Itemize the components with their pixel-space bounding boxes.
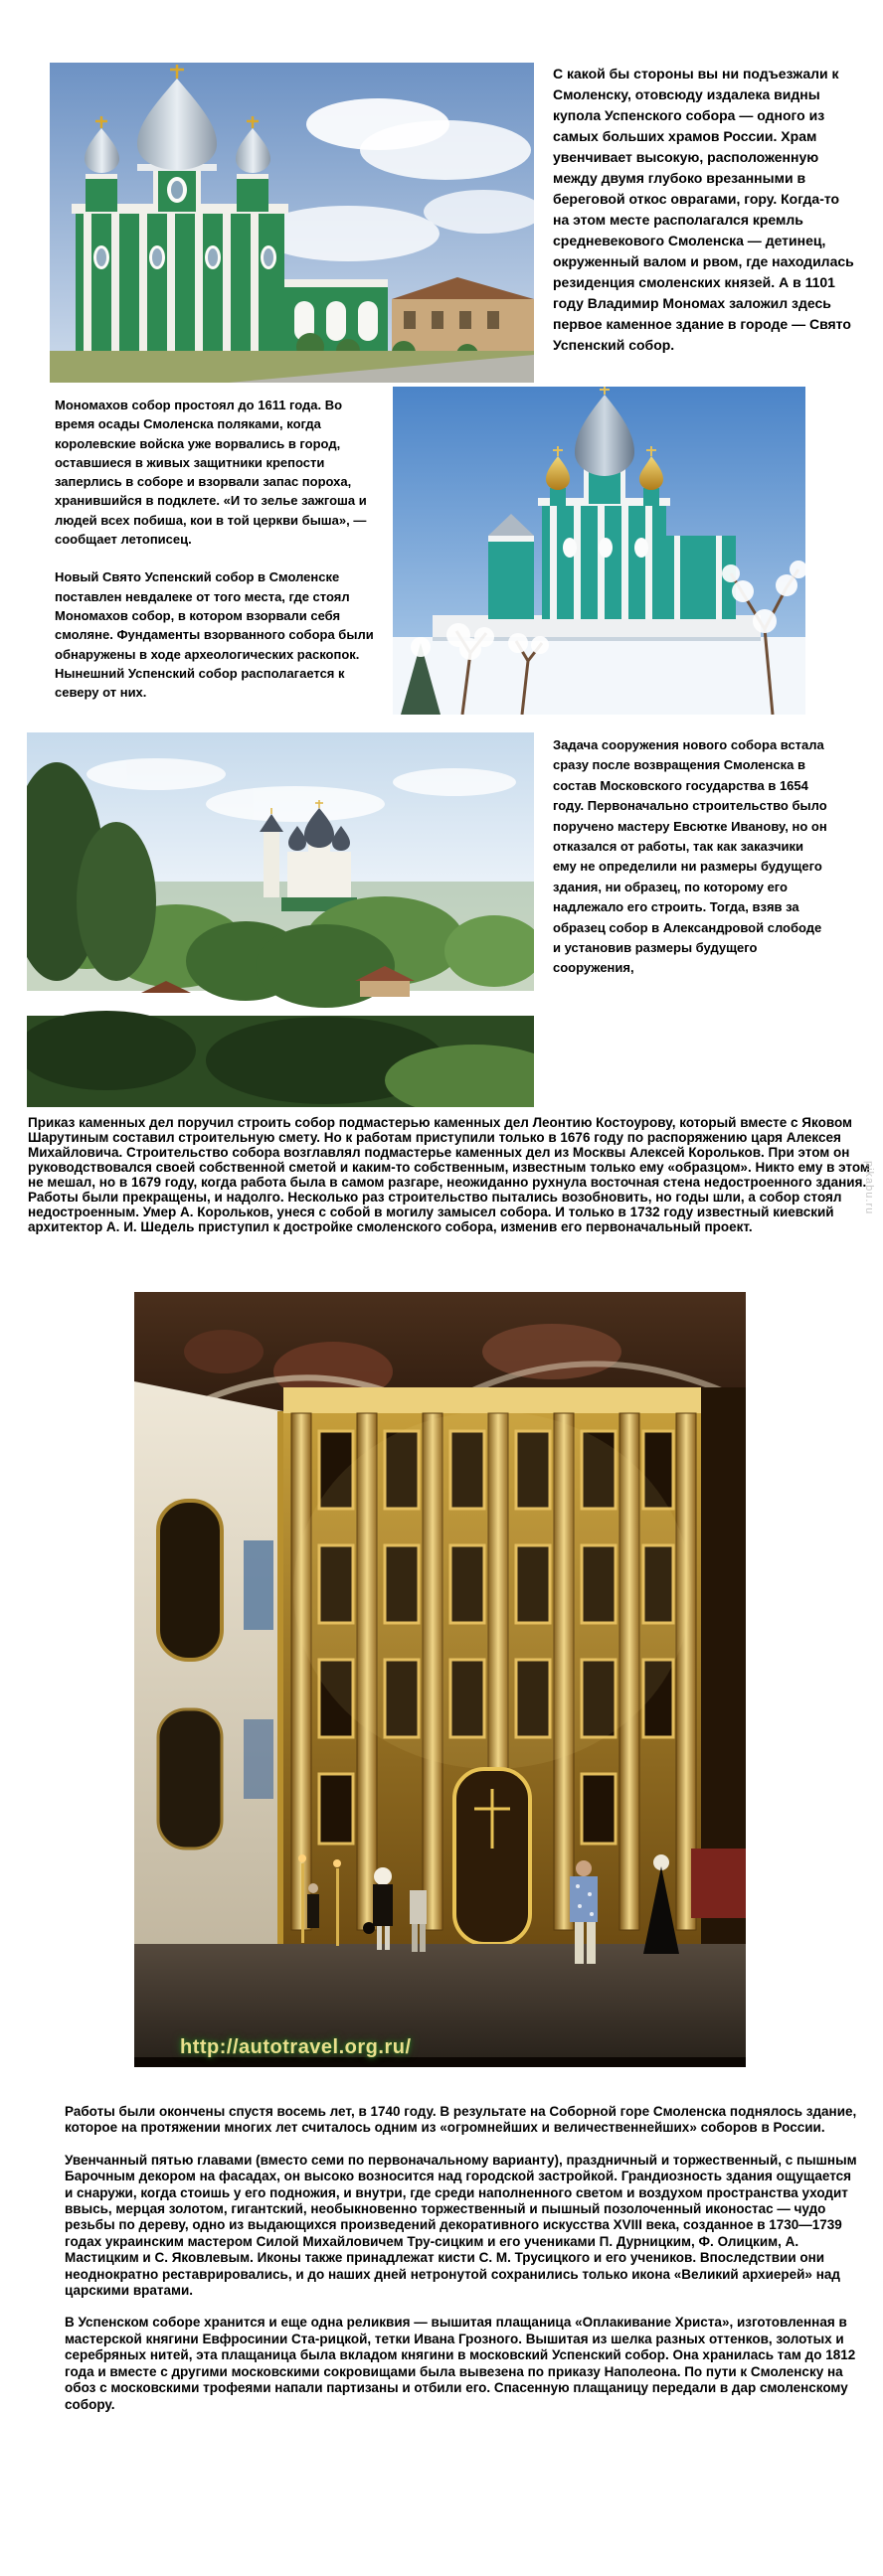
intro-paragraph: С какой бы стороны вы ни подъезжали к Смоленску, отовсюду издалека видны купола Успенского собора — одного из самых больших храмов России. Храм увенчивает высокую, расположенную между двумя глубоко врезанными в береговой откос оврагами, гору. Когда-то на этом месте располагался кремль средневекового Смоленска — детинец, окруженный валом и рвом, где находилась резиденция смоленских князей. А в 1101 году Владимир Мономах заложил здесь первое каменное здание в городе — Свято Успенский собор. (553, 66, 854, 353)
relic-paragraph: В Успенском соборе хранится и еще одна реликвия — вышитая плащаница «Оплакивание Христа», изготовленная в мастерской княгини Евфросинии Ста-рицкой, тетки Ивана Грозного. Вышитая из шелка разных оттенков, золотых и серебряных нитей, эта плащаница была вкладом княгини в московский Успенский собор. Она хранилась там до 1812 года и вместе с другими московскими сокровищами была вывезена по приказу Наполеона. По пути к Смоленску на обоз с московскими трофеями напали партизаны и отбили его. Спасенную плащаницу передали в дар смоленскому собору. (65, 2315, 856, 2412)
red-cloth (691, 1849, 746, 1918)
construction-task-paragraph-block (553, 735, 829, 979)
monomakh-paragraph-2: Новый Свято Успенский собор в Смоленске поставлен невдалеке от того места, где стоял Мономахов собор, в котором взорвали себя смоляне. Фундаменты взорванного собора были обнаружены в ходе археологических раскопок. Нынешний Успенский собор располагается к северу от них. (55, 569, 374, 701)
cathedral-exterior-illustration (50, 63, 534, 383)
photo-cathedral-winter (393, 387, 805, 715)
cathedral-panorama-illustration (27, 732, 534, 1107)
photo-source-watermark: http://autotravel.org.ru/ (180, 2036, 412, 2058)
stone-order-paragraph: Приказ каменных дел поручил строить собор подмастерью каменных дел Леонтию Костоурову, который вместе с Яковом Шарутиным составил строительную смету. Но к работам приступили только в 1676 году по распоряжению царя Алексея Михайловича. Строительство собора возглавлял подмастерье каменных дел из Москвы Алексей Корольков. При этом он руководствовался своей собственной сметой и каким-то собственным, известным только ему «образцом». Никто ему в этом не мешал, но в 1679 году, когда работа была в самом разгаре, неожиданно рухнула восточная стена недостроенного здания. Работы были прекращены, и надолго. Несколько раз строительство пытались возобновить, но годы шли, а собор стоял недостроенным. Умер А. Корольков, унеся с собой в могилу замысел собора. И только в 1732 году известный киевский архитектор А. И. Шедель приступил к достройке смоленского собора, изменив его первоначальный проект. (28, 1115, 870, 1234)
monomakh-paragraph-block (55, 396, 379, 702)
stone-order-paragraph-block (28, 1115, 876, 1234)
construction-task-paragraph: Задача сооружения нового собора встала сразу после возвращения Смоленска в состав Московского государства в 1654 году. Первоначально строительство было поручено мастеру Евсютке Иванову, но он отказался от работы, так как заказчики ему не определили ни размеры будущего здания, ни образец, по которому его надлежало его строить. Тогда, взяв за образец собор в Александровой слободе и установив размеры будущего сооружения, (553, 737, 827, 976)
foreground-greenery (27, 1011, 534, 1107)
iconostasis-paragraph: Увенчанный пятью главами (вместо семи по первоначальному варианту), праздничный и торжественный, с пышным Барочным декором на фасадах, он высоко возносится над городской застройкой. Грандиозность здания ощущается и снаружи, когда стоишь у его подножия, и внутри, где среди наполненного светом и воздухом пространства уходит ввысь, мерцая золотом, гигантский, необыкновенно торжественный и пышный позолоченный иконостас — чудо резьбы по дереву, одно из выдающихся произведений декоративного искусства XVIII века, созданное в 1730—1739 годах украинским мастером Силой Михайловичем Тру-сицким и его учениками П. Дурницким, Ф. Олицким, А. Мастицким и С. Яковлевым. Иконы также принадлежат кисти С. М. Трусицкого и его учеников. Впоследствии они неоднократно реставрировались, и до наших дней нетронутой сохранились только икона «Великий архиерей» над царскими вратами. (65, 2152, 857, 2299)
monomakh-paragraph-1: Мономахов собор простоял до 1611 года. Во время осады Смоленска поляками, когда королевские войска уже ворвались в город, оставшиеся в живых защитники крепости заперлись в соборе и взорвали запас пороха, хранившийся в подклете. «И то зелье зажгоша и людей всех побиша, кои в той церкви быша», — сообщает летописец. (55, 398, 367, 548)
completion-paragraph: Работы были окончены спустя восемь лет, в 1740 году. В результате на Соборной горе Смоленска поднялось здание, которое на протяжении многих лет считалось одним из «огромнейших и величественнейших» соборов в России. (65, 2104, 857, 2136)
golden-iconostasis (283, 1387, 701, 1944)
photo-cathedral-interior (134, 1292, 746, 2067)
intro-paragraph-block (553, 64, 855, 356)
snow-ground (393, 637, 805, 715)
cathedral-interior-illustration (134, 1292, 746, 2067)
left-wall-with-paintings (134, 1381, 285, 2008)
completion-paragraph-block (65, 2104, 857, 2413)
photo-cathedral-exterior (50, 63, 534, 383)
site-watermark: pikabu.ru (863, 1161, 875, 1215)
photo-cathedral-panorama (27, 732, 534, 1107)
cathedral-winter-illustration (393, 387, 805, 715)
